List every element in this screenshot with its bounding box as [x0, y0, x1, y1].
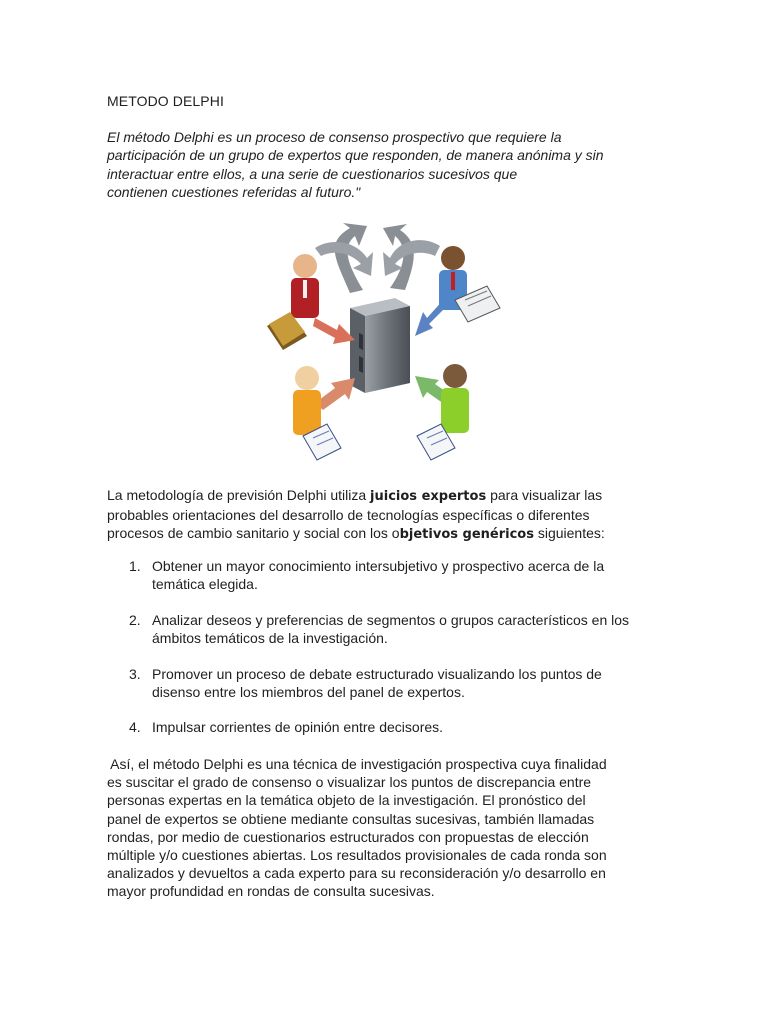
intro-line: participación de un grupo de expertos que responden, de manera anónima y sin — [107, 147, 604, 164]
list-text: Impulsar corrientes de opinión entre decisores. — [152, 719, 444, 736]
server-icon — [350, 298, 410, 393]
intro-line: interactuar entre ellos, a una serie de cuestionarios sucesivos que — [107, 165, 518, 182]
intro-quote — [107, 128, 647, 202]
page-title: METODO DELPHI — [107, 93, 224, 109]
para1-text: siguientes: — [533, 525, 605, 541]
circular-arrows-icon — [315, 223, 440, 293]
para2-line: analizados y devueltos a cada experto para su reconsideración y/o desarrollo en — [107, 865, 606, 882]
para2-line: múltiple y/o cuestiones abiertas. Los resultados provisionales de cada ronda son — [107, 847, 607, 864]
list-text: Analizar deseos y preferencias de segmentos o grupos característicos en los ámbitos temáticos de la investigación. — [152, 611, 630, 647]
delphi-experts-illustration — [255, 218, 510, 468]
expert-red-icon — [291, 254, 319, 318]
juicios-expertos-bold: juicios expertos — [370, 489, 487, 504]
para1-text: para visualizar las probables orientaciones del desarrollo de tecnologías específicas o diferentes procesos de cambio sanitario y social con los o — [107, 487, 603, 541]
para1-text: La metodología de previsión Delphi utiliza — [107, 487, 371, 503]
list-number: 4. — [129, 719, 141, 736]
para2-line: panel de expertos se obtiene mediante consultas sucesivas, también llamadas — [107, 810, 595, 827]
list-text: Promover un proceso de debate estructurado visualizando los puntos de disenso entre los miembros del panel de expertos. — [152, 665, 602, 701]
objetivos-bold: bjetivos genéricos — [399, 527, 534, 542]
red-arrow-icon — [313, 318, 355, 344]
list-number: 3. — [129, 665, 141, 682]
list-item — [107, 665, 652, 702]
document-header — [107, 92, 647, 202]
methodology-paragraph — [107, 486, 647, 544]
expert-orange-icon — [293, 366, 321, 435]
para2-line: es suscitar el grado de consenso o visualizar los puntos de discrepancia entre — [107, 774, 592, 791]
list-number: 1. — [129, 558, 141, 574]
list-number: 2. — [129, 611, 141, 628]
list-item — [107, 611, 652, 648]
para2-line: mayor profundidad en rondas de consulta sucesivas. — [107, 883, 435, 900]
list-item — [107, 718, 652, 736]
objectives-list — [107, 557, 652, 754]
expert-green-icon — [441, 364, 469, 433]
para2-line: personas expertas en la temática objeto de la investigación. El pronóstico del — [107, 792, 586, 809]
list-text: Obtener un mayor conocimiento intersubjetivo y prospectivo acerca de la temática elegida. — [152, 558, 605, 593]
list-item — [107, 557, 652, 594]
intro-line: contienen cuestiones referidas al futuro." — [107, 184, 361, 201]
para2-line: Así, el método Delphi es una técnica de investigación prospectiva cuya finalidad — [107, 756, 607, 772]
conclusion-paragraph — [107, 755, 652, 901]
para2-line: rondas, por medio de cuestionarios estructurados con propuestas de elección — [107, 828, 589, 845]
intro-line: El método Delphi es un proceso de consenso prospectivo que requiere la — [107, 129, 562, 145]
